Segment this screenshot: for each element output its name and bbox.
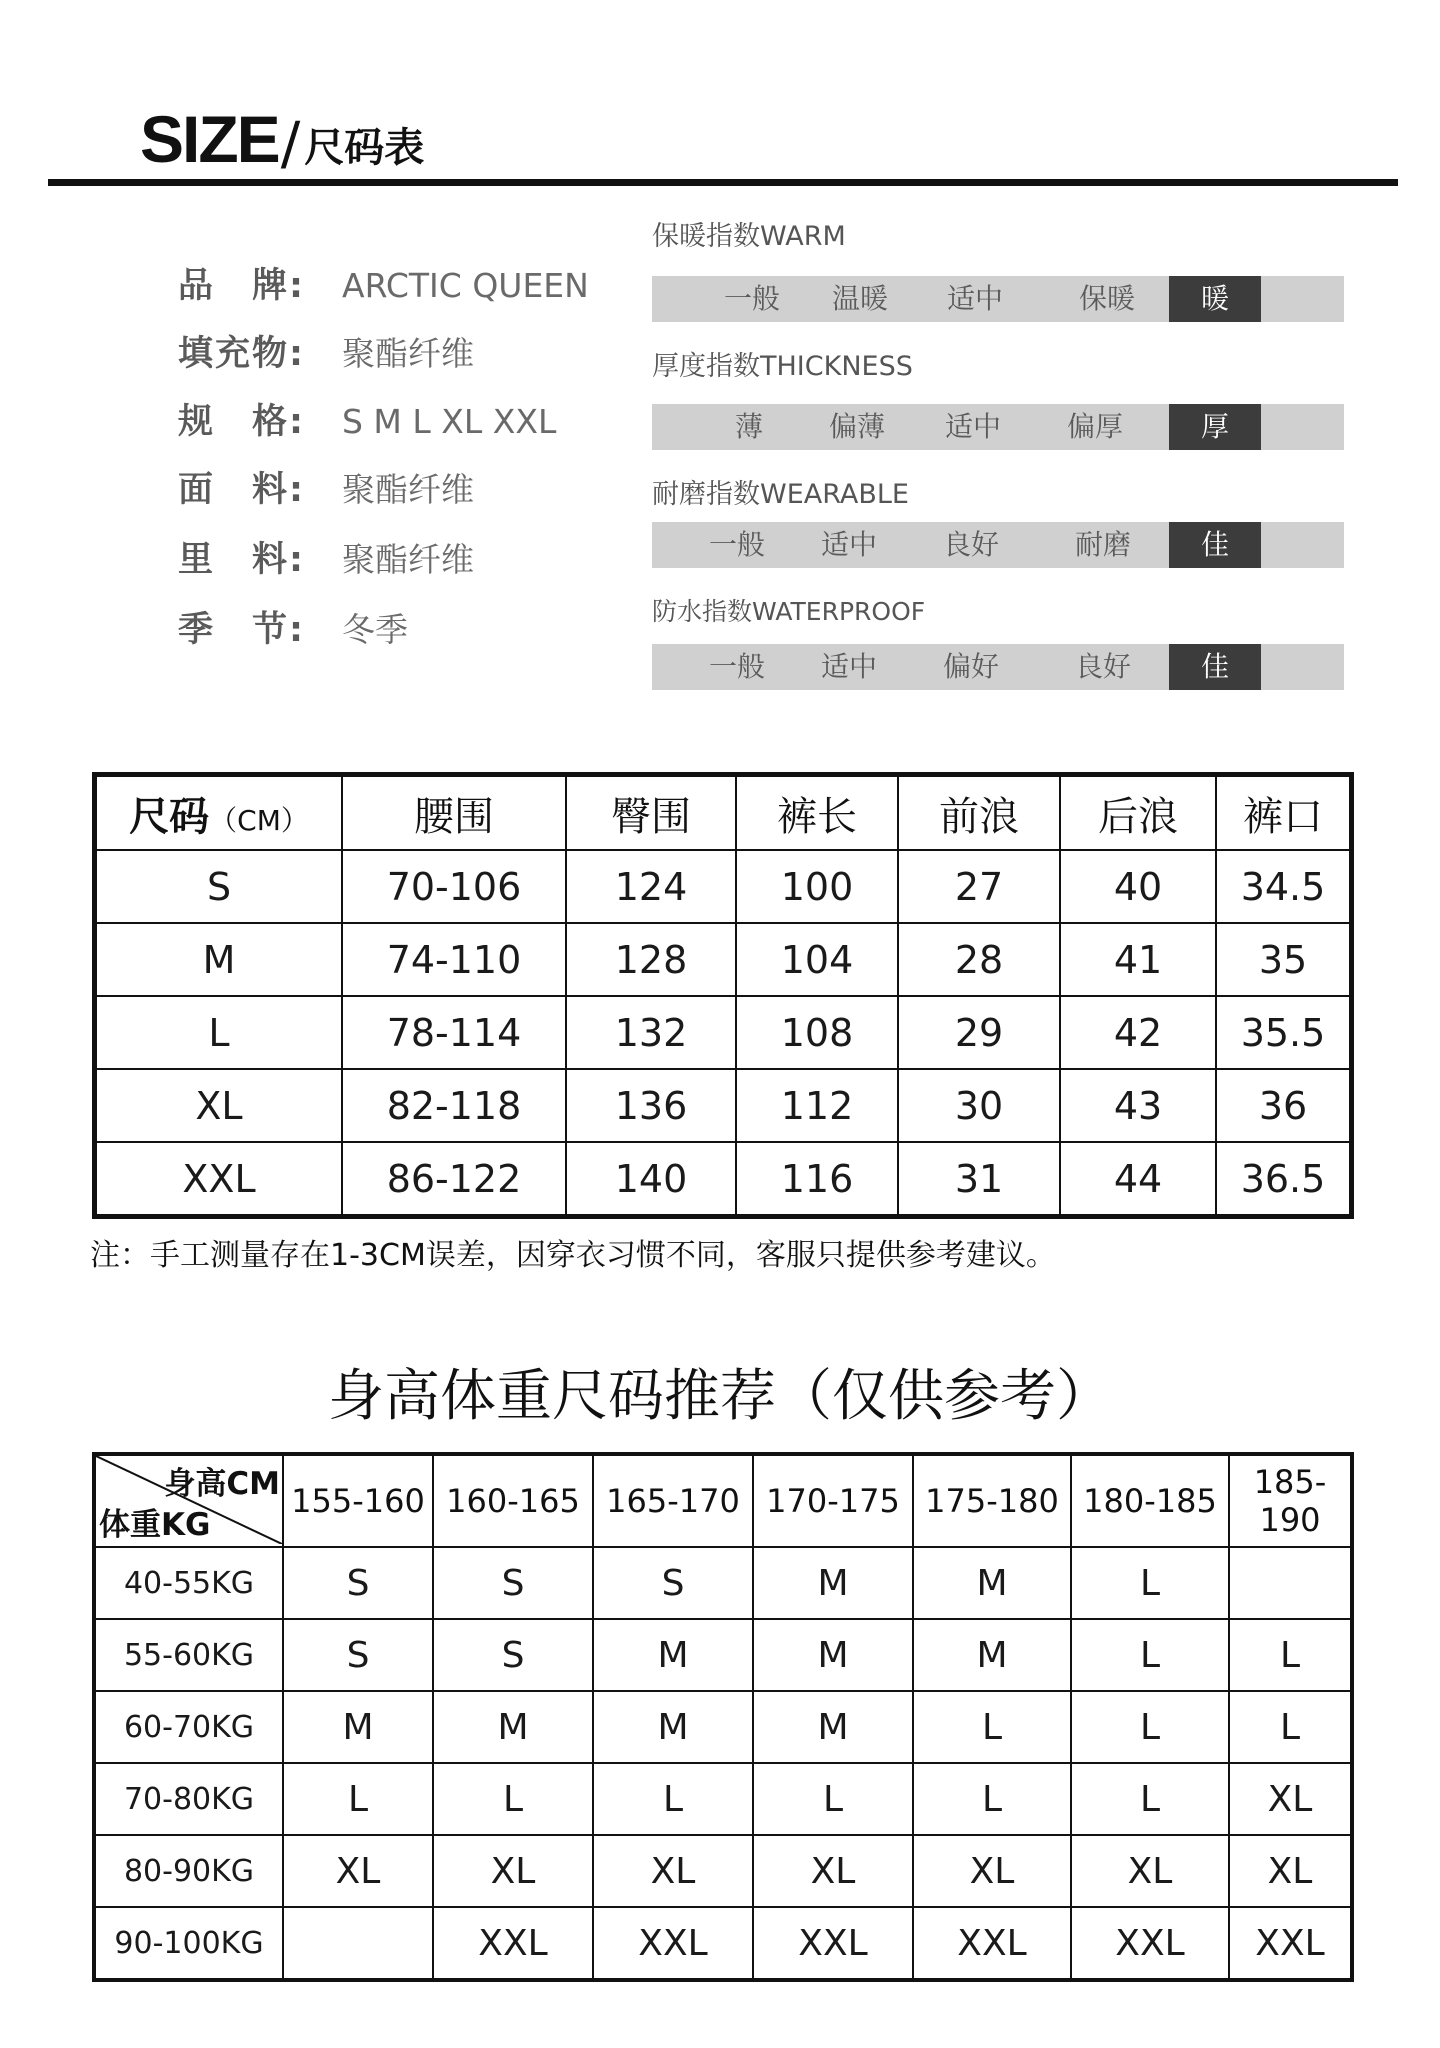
rating-option: 保暖 [1078,282,1135,315]
table-cell: 136 [566,1069,736,1142]
table-cell: L [1071,1619,1229,1691]
info-row-brand [178,258,589,308]
table-row [94,1691,1352,1763]
table-cell: S [433,1547,593,1619]
size-cell: XXL [95,1142,343,1217]
table-cell: XL [913,1835,1071,1907]
table-cell: 35 [1216,923,1352,996]
column-header: 前浪 [898,775,1060,851]
table-cell [283,1907,433,1980]
table-cell: 34.5 [1216,850,1352,923]
table-cell: L [1229,1619,1352,1691]
table-cell [1229,1547,1352,1619]
info-value: 聚酯纤维 [342,334,474,373]
table-row [95,850,1352,923]
table-cell: XXL [753,1907,913,1980]
table-cell: 82-118 [342,1069,566,1142]
table-cell: 112 [736,1069,898,1142]
table-cell: XXL [1071,1907,1229,1980]
table-cell: M [913,1547,1071,1619]
table-cell: XXL [593,1907,753,1980]
info-value: 聚酯纤维 [342,470,474,509]
table-cell: L [283,1763,433,1835]
rating-option: 一般 [723,282,780,315]
table-cell: L [1229,1691,1352,1763]
rating-option: 良好 [942,528,999,561]
table-cell: XXL [433,1907,593,1980]
table-cell: 31 [898,1142,1060,1217]
rating-option: 适中 [820,650,877,683]
table-row [95,923,1352,996]
rating-option-selected: 暖 [1169,276,1261,322]
info-value: S M L XL XXL [342,402,557,441]
rating-option-selected: 佳 [1169,522,1261,568]
table-row [95,1069,1352,1142]
table-cell: XL [283,1835,433,1907]
info-label: 品 牌: [178,266,305,306]
weight-row-header: 40-55KG [94,1547,283,1619]
weight-row-header: 90-100KG [94,1907,283,1980]
weight-row-header: 60-70KG [94,1691,283,1763]
rating-option: 一般 [708,650,765,683]
table-row [95,1142,1352,1217]
table-cell: 29 [898,996,1060,1069]
size-cell: L [95,996,343,1069]
table-cell: M [913,1619,1071,1691]
rating-title-warm: 保暖指数WARM [652,221,846,252]
table-cell: XL [433,1835,593,1907]
rating-option: 良好 [1074,650,1131,683]
table-row [94,1547,1352,1619]
table-row [95,996,1352,1069]
height-column-header: 160-165 [433,1454,593,1547]
size-column-header [95,775,343,851]
info-label: 里 料: [178,540,305,580]
title-separator: / [280,109,301,177]
table-cell: 41 [1060,923,1216,996]
table-cell: M [753,1619,913,1691]
size-header-unit: （CM） [209,803,309,837]
table-cell: 43 [1060,1069,1216,1142]
table-cell: L [1071,1547,1229,1619]
table-cell: S [593,1547,753,1619]
rating-option-selected: 佳 [1169,644,1261,690]
table-cell: M [283,1691,433,1763]
table-cell: 124 [566,850,736,923]
info-value: 冬季 [342,610,408,649]
rating-option-selected: 厚 [1169,404,1261,450]
size-header-label: 尺码 [129,793,210,840]
table-cell: S [283,1619,433,1691]
table-cell: 86-122 [342,1142,566,1217]
table-cell: 70-106 [342,850,566,923]
table-header-row [95,775,1352,851]
size-cell: M [95,923,343,996]
table-cell: S [283,1547,433,1619]
rating-option: 薄 [734,410,763,443]
info-label: 规 格: [178,402,305,442]
table-cell: XXL [913,1907,1071,1980]
rating-title-thickness: 厚度指数THICKNESS [652,351,913,382]
info-value: 聚酯纤维 [342,540,474,579]
info-row-filling [178,326,474,376]
table-cell: 30 [898,1069,1060,1142]
rating-title-wearable: 耐磨指数WEARABLE [652,479,909,510]
table-cell: M [433,1691,593,1763]
table-cell: 116 [736,1142,898,1217]
table-cell: L [1071,1763,1229,1835]
table-cell: M [753,1547,913,1619]
weight-row-header: 80-90KG [94,1835,283,1907]
info-label: 填充物: [178,334,305,374]
table-row [94,1763,1352,1835]
height-column-header: 175-180 [913,1454,1071,1547]
table-cell: 27 [898,850,1060,923]
table-row [94,1619,1352,1691]
table-cell: S [433,1619,593,1691]
table-cell: 28 [898,923,1060,996]
info-row-spec [178,394,556,444]
table-cell: 78-114 [342,996,566,1069]
column-header: 臀围 [566,775,736,851]
table-cell: L [433,1763,593,1835]
rating-option: 温暖 [831,282,888,315]
rating-option: 适中 [820,528,877,561]
column-header: 腰围 [342,775,566,851]
measurement-note: 注：手工测量存在1-3CM误差，因穿衣习惯不同，客服只提供参考建议。 [90,1238,1056,1273]
table-cell: XL [1071,1835,1229,1907]
table-cell: L [1071,1691,1229,1763]
table-cell: 100 [736,850,898,923]
info-row-fabric [178,462,474,512]
rating-bar-waterproof [652,644,1344,690]
height-column-header: 180-185 [1071,1454,1229,1547]
table-cell: 104 [736,923,898,996]
table-cell: 40 [1060,850,1216,923]
table-cell: 36 [1216,1069,1352,1142]
table-cell: L [913,1763,1071,1835]
info-label: 面 料: [178,470,305,510]
table-cell: M [593,1691,753,1763]
corner-header [94,1454,283,1547]
table-row [94,1907,1352,1980]
rating-bar-thickness [652,404,1344,450]
rating-option: 一般 [708,528,765,561]
table-cell: XL [1229,1763,1352,1835]
info-row-season [178,602,408,652]
table-cell: 35.5 [1216,996,1352,1069]
column-header: 后浪 [1060,775,1216,851]
table-cell: XL [593,1835,753,1907]
table-cell: 42 [1060,996,1216,1069]
info-value: ARCTIC QUEEN [342,266,589,305]
height-column-header: 185-190 [1229,1454,1352,1547]
table-cell: 108 [736,996,898,1069]
recommendation-title: 身高体重尺码推荐（仅供参考） [328,1364,1112,1429]
table-header-row [94,1454,1352,1547]
height-column-header: 170-175 [753,1454,913,1547]
table-cell: M [593,1619,753,1691]
weight-row-header: 70-80KG [94,1763,283,1835]
table-cell: L [593,1763,753,1835]
size-chart-table [92,772,1354,1219]
table-cell: 132 [566,996,736,1069]
table-cell: L [753,1763,913,1835]
height-column-header: 165-170 [593,1454,753,1547]
info-label: 季 节: [178,610,305,650]
rating-option: 偏厚 [1066,410,1123,443]
rating-bar-wearable [652,522,1344,568]
rating-option: 偏好 [942,650,999,683]
rating-title-waterproof: 防水指数WATERPROOF [652,597,926,626]
table-cell: L [913,1691,1071,1763]
table-cell: 74-110 [342,923,566,996]
table-row [94,1835,1352,1907]
table-cell: XXL [1229,1907,1352,1980]
height-column-header: 155-160 [283,1454,433,1547]
weight-row-header: 55-60KG [94,1619,283,1691]
table-cell: M [753,1691,913,1763]
column-header: 裤口 [1216,775,1352,851]
table-cell: XL [1229,1835,1352,1907]
rating-option: 耐磨 [1074,528,1131,561]
height-axis-label: 身高CM [164,1466,280,1502]
page-title: SIZE [140,102,279,176]
table-cell: XL [753,1835,913,1907]
recommendation-table [92,1452,1354,1982]
table-cell: 44 [1060,1142,1216,1217]
table-cell: 128 [566,923,736,996]
column-header: 裤长 [736,775,898,851]
size-cell: XL [95,1069,343,1142]
page-subtitle: 尺码表 [304,125,425,171]
table-cell: 140 [566,1142,736,1217]
rating-option: 适中 [946,282,1003,315]
page-header [140,92,425,177]
rating-option: 偏薄 [828,410,885,443]
rating-bar-warm [652,276,1344,322]
size-cell: S [95,850,343,923]
table-cell: 36.5 [1216,1142,1352,1217]
header-divider [48,179,1398,186]
rating-option: 适中 [944,410,1001,443]
weight-axis-label: 体重KG [99,1507,211,1543]
info-row-lining [178,532,474,582]
